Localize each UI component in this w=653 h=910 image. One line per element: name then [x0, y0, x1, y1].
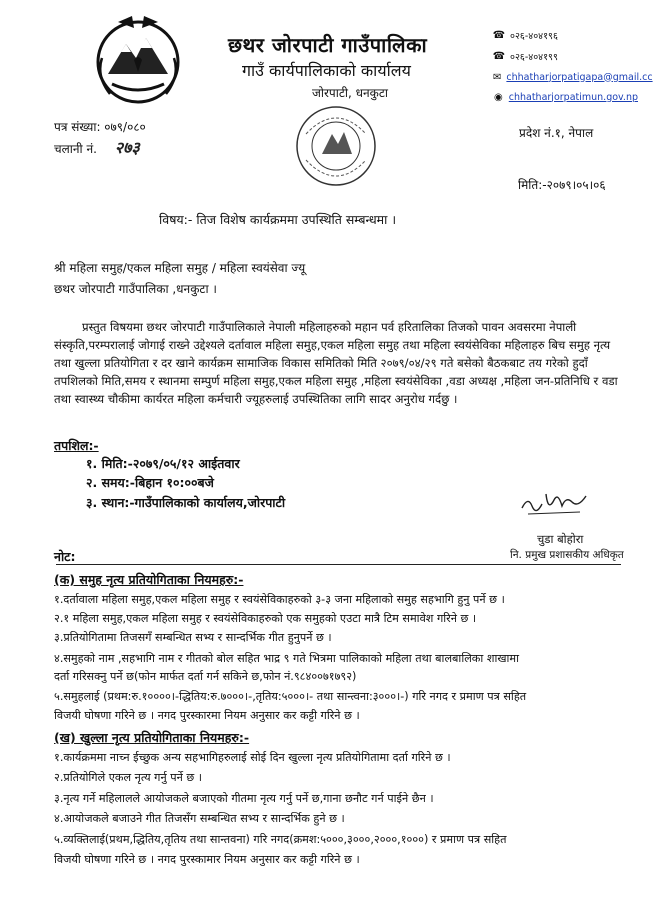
nepal-emblem-logo: [88, 14, 188, 106]
open-rule-4: ४.आयोजकले बजाउने गीत तिजसँग सम्बन्धित सभ्य र सान्दर्भिक हुने छ ।: [54, 812, 345, 825]
detail-date: १. मिति:-२०७९/०५/१२ आईतवार: [86, 456, 240, 471]
phone-icon: ☎: [492, 30, 506, 41]
contact-email[interactable]: [493, 71, 653, 83]
addressee-line-2: छथर जोरपाटी गाउँपालिका ,धनकुटा ।: [54, 282, 217, 296]
letter-date: मिति:-२०७९।०५।०६: [518, 178, 606, 192]
office-stamp-seal: [294, 104, 378, 188]
note-label: नोट:: [54, 549, 76, 564]
phone-number: ०२६-४०४१९९: [510, 52, 558, 63]
province: प्रदेश नं.१, नेपाल: [519, 126, 594, 140]
signatory-name: चुडा बोहोरा: [537, 532, 584, 546]
group-dance-heading: (क) समुह नृत्य प्रतियोगिताका नियमहरु:-: [54, 572, 244, 587]
detail-time: २. समय:-बिहान १०:००बजे: [86, 475, 214, 490]
contact-phone-2: [493, 50, 638, 63]
email-icon: ✉: [493, 71, 502, 83]
org-address: जोरपाटी, धनकुटा: [312, 86, 389, 100]
open-dance-heading: (ख) खुल्ला नृत्य प्रतियोगिताका नियमहरु:-: [54, 730, 250, 745]
open-rule-5: ५.व्यक्तिलाई(प्रथम,द्धितिय,तृतिय तथा सान्तवना) गरि नगद(क्रमश:५०००,३०००,२०००,१०००) र प्रमाण पत्र सहित: [54, 833, 507, 846]
letter-number: पत्र संख्या: ०७९/०८०: [54, 120, 146, 134]
note-divider: [56, 564, 621, 565]
details-heading: तपशिल:-: [54, 438, 99, 453]
open-rule-5-cont: विजयी घोषणा गरिने छ । नगद पुरस्कामार नियम अनुसार कर कट्टी गरिने छ ।: [54, 853, 360, 866]
subject-line: विषय:- तिज विशेष कार्यक्रममा उपस्थिति सम्बन्धमा ।: [159, 212, 397, 227]
dispatch-label: चलानी नं.: [54, 142, 97, 156]
org-title: छथर जोरपाटी गाउँपालिका: [228, 33, 428, 57]
contact-website[interactable]: [493, 91, 638, 103]
group-rule-4-cont: दर्ता गरिसक्नु पर्ने छ(फोन मार्फत दर्ता गर्न सकिने छ,फोन नं.९८४००७१७९२): [54, 670, 357, 683]
open-rule-2: २.प्रतियोगिले एकल नृत्य गर्नु पर्ने छ ।: [54, 771, 202, 784]
open-rule-1: १.कार्यक्रममा नाच्न ईच्छुक अन्य सहभागिहरुलाई सोई दिन खुल्ला नृत्य प्रतियोगितामा दर्ता गरिने छ ।: [54, 751, 451, 764]
phone-icon: ☎: [492, 51, 506, 62]
email-link[interactable]: chhatharjorpatigapa@gmail.cc: [506, 71, 653, 83]
dispatch-number: २७३: [114, 138, 140, 157]
addressee-line-1: श्री महिला समुह/एकल महिला समुह / महिला स्वयंसेवा ज्यू: [54, 261, 306, 275]
signatory-title: नि. प्रमुख प्रशासकीय अधिकृत: [510, 549, 624, 561]
website-link[interactable]: chhatharjorpatimun.gov.np: [508, 91, 638, 103]
group-rule-3: ३.प्रतियोगितामा तिजसगँ सम्बन्धित सभ्य र सान्दर्भिक गीत हुनुपर्ने छ ।: [54, 631, 332, 644]
group-rule-5-cont: विजयी घोषणा गरिने छ । नगद पुरस्कारमा नियम अनुसार कर कट्टी गरिने छ ।: [54, 709, 360, 722]
body-text: प्रस्तुत विषयमा छथर जोरपाटी गाउँपालिकाले नेपाली महिलाहरुको महान पर्व हरितालिका तिजको पावन अवसरमा नेपाली संस्कृति,परम्परालाई जोगाई राख्ने उद्देश्यले दर्तावाल महिला समुह,एकल महिला समुह तथा महिला स्वयंसेविका महिलाहरु बिच समुह नृत्य तथा खुल्ला प्रतियोगिता र दर खाने कार्यक्रम सामाजिक विकास समितिको मिति २०७९/०४/२९ गते बसेको बैठकबाट तय गरेको हुदाँ तपशिलको मिति,समय र स्थानमा सम्पुर्ण महिला समुह,एकल महिला समुह ,महिला स्वयंसेविका ,वडा अध्यक्ष ,महिला जन-प्रतिनिधि र वडा तथा स्वास्थ्य चौकीमा कार्यरत महिला कर्मचारी ज्यूहरुलाई उपस्थितिका लागि सादर अनुरोध गर्दछु ।: [54, 320, 618, 406]
dispatch-number-row: [54, 136, 140, 158]
group-rule-1: १.दर्तावाला महिला समुह,एकल महिला समुह र स्वयंसेविकाहरुको ३-३ जना महिलाको समुह सहभागि हुनु पर्ने छ ।: [54, 593, 505, 606]
group-rule-2: २.१ महिला समुह,एकल महिला समुह र स्वयंसेविकाहरुको एक समुहको एउटा मात्रै टिम समावेश गरिने छ ।: [54, 612, 477, 625]
org-subtitle: गाउँ कार्यपालिकाको कार्यालय: [242, 61, 411, 80]
web-icon: ◉: [494, 91, 503, 103]
phone-number: ०२६-४०४१९६: [510, 31, 558, 42]
group-rule-5: ५.समुहलाई (प्रथम:रु.१००००।-द्धितिय:रु.७०००।-,तृतिय:५०००।- तथा सान्त्वना:३०००।-) गरि नगद र प्रमाण पत्र सहित: [54, 690, 527, 703]
contact-phone-1: [493, 29, 638, 42]
detail-venue: ३. स्थान:-गाउँपालिकाको कार्यालय,जोरपाटी: [86, 495, 286, 510]
body-paragraph: [54, 318, 622, 408]
open-rule-3: ३.नृत्य गर्ने महिलालले आयोजकले बजाएको गीतमा नृत्य गर्नु पर्ने छ,गाना छनौट गर्न पाईने छैन ।: [54, 792, 434, 805]
handwritten-signature: [518, 486, 592, 518]
group-rule-4: ४.समुहको नाम ,सहभागि नाम र गीतको बोल सहित भाद्र ९ गते भित्रमा पालिकाको महिला तथा बालबालिका शाखामा: [54, 652, 519, 665]
